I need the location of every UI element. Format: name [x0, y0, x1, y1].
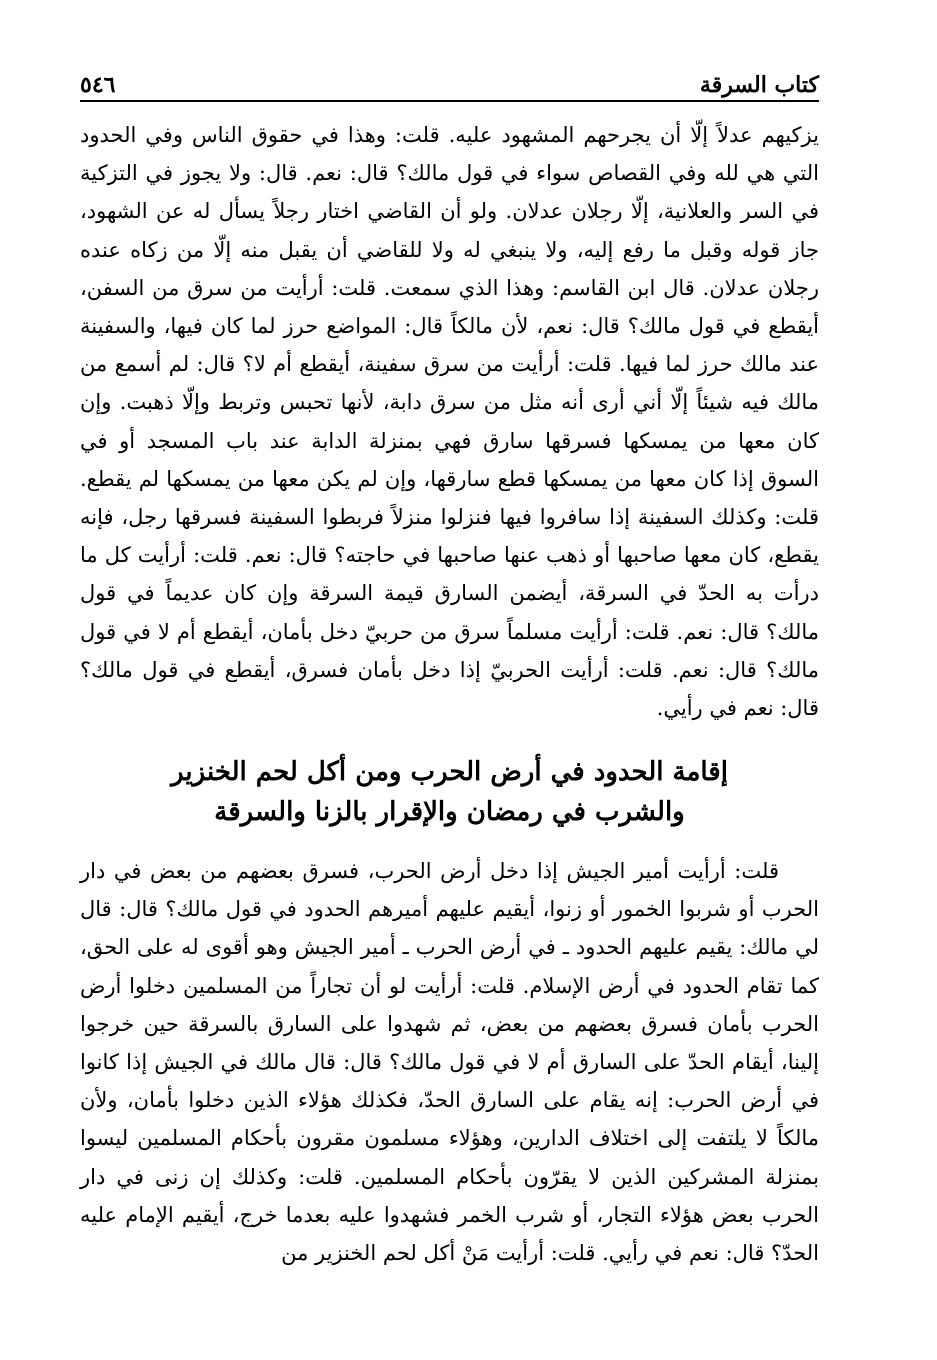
header-rule: [80, 100, 819, 102]
section-title: [80, 752, 819, 832]
section-title-line-2: والشرب في رمضان والإقرار بالزنا والسرقة: [214, 797, 685, 827]
section-title-line-1: إقامة الحدود في أرض الحرب ومن أكل لحم الخنزير: [171, 757, 728, 787]
book-title: كتاب السرقة: [699, 72, 819, 98]
paragraph-2-text: قلت: أرأيت أمير الجيش إذا دخل أرض الحرب، فسرق بعضهم من بعض في دار الحرب أو شربوا الخمور أو زنوا، أيقيم عليهم أميرهم الحدود في قول مالك؟ قال: قال لي مالك: يقيم عليهم الحدود ـ في أرض الحرب ـ أمير الجيش وهو أقوى له على الحق، كما تقام الحدود في أرض الإسلام. قلت: أرأيت لو أن تجاراً من المسلمين دخلوا أرض الحرب بأمان فسرق بعضهم من بعض، ثم شهدوا على السارق بالسرقة حين خرجوا إلينا، أيقام الحدّ على السارق أم لا في قول مالك؟ قال: قال مالك في الجيش إذا كانوا في أرض الحرب: إنه يقام على السارق الحدّ، فكذلك هؤلاء الذين دخلوا بأمان، ولأن مالكاً لا يلتفت إلى اختلاف الدارين، وهؤلاء مسلمون مقرون بأحكام المسلمين ليسوا بمنزلة المشركين الذين لا يقرّون بأحكام المسلمين. قلت: وكذلك إن زنى في دار الحرب بعض هؤلاء التجار، أو شرب الخمر فشهدوا عليه بعدما خرج، أيقيم الإمام عليه الحدّ؟ قال: نعم في رأيي. قلت: أرأيت مَنْ أكل لحم الخنزير من: [80, 859, 819, 1266]
paragraph-1: يزكيهم عدلاً إلّا أن يجرحهم المشهود عليه. قلت: وهذا في حقوق الناس وفي الحدود التي هي لله وفي القصاص سواء في قول مالك؟ قال: نعم. قال: ولا يجوز في التزكية في السر والعلانية، إلّا رجلان عدلان. ولو أن القاضي اختار رجلاً يسأل له عن الشهود، جاز قوله وقبل ما رفع إليه، ولا ينبغي له ولا للقاضي أن يقبل منه إلّا من زكاه عنده رجلان عدلان. قال ابن القاسم: وهذا الذي سمعت. قلت: أرأيت من سرق من السفن، أيقطع في قول مالك؟ قال: نعم، لأن مالكاً قال: المواضع حرز لما كان فيها، والسفينة عند مالك حرز لما فيها. قلت: أرأيت من سرق سفينة، أيقطع أم لا؟ قال: لم أسمع من مالك فيه شيئاً إلّا أني أرى أنه مثل من سرق دابة، لأنها تحبس وتربط وإلّا ذهبت. وإن كان معها من يمسكها فسرقها سارق فهي بمنزلة الدابة عند باب المسجد أو في السوق إذا كان معها من يمسكها قطع سارقها، وإن لم يكن معها من يمسكها لم يقطع. قلت: وكذلك السفينة إذا سافروا فيها فنزلوا منزلاً فربطوا السفينة فسرقها رجل، فإنه يقطع، كان معها صاحبها أو ذهب عنها صاحبها في حاجته؟ قال: نعم. قلت: أرأيت كل ما درأت به الحدّ في السرقة، أيضمن السارق قيمة السرقة وإن كان عديماً في قول مالك؟ قال: نعم. قلت: أرأيت مسلماً سرق من حربيّ دخل بأمان، أيقطع أم لا في قول مالك؟ قال: نعم. قلت: أرأيت الحربيّ إذا دخل بأمان فسرق، أيقطع في قول مالك؟ قال: نعم في رأيي.: [80, 123, 819, 721]
paragraph-2: [80, 852, 819, 1272]
page-number: ٥٤٦: [80, 72, 116, 98]
page-header: [80, 62, 819, 98]
